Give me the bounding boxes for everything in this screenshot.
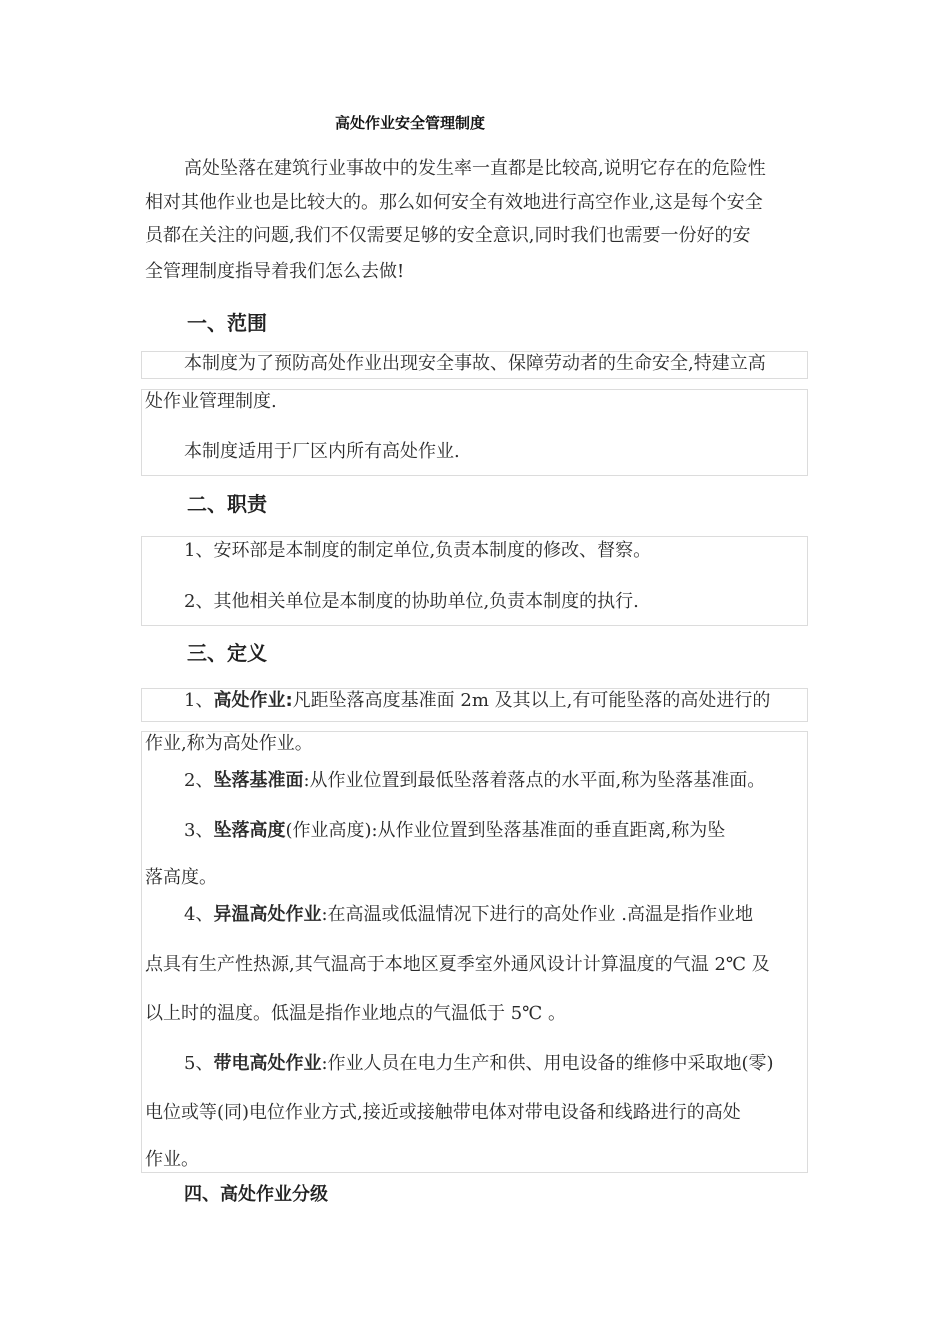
definition-5 — [184, 1055, 774, 1073]
definition-1-cont: 作业,称为高处作业。 — [145, 733, 313, 754]
definition-term: 坠落高度 — [213, 820, 286, 841]
intro-line-2: 相对其他作业也是比较大的。那么如何安全有效地进行高空作业,这是每个安全 — [145, 192, 763, 213]
section-heading-definitions: 三、定义 — [187, 641, 267, 665]
intro-line-1: 高处坠落在建筑行业事故中的发生率一直都是比较高,说明它存在的危险性 — [184, 158, 766, 179]
definition-4-cont-2: 以上时的温度。低温是指作业地点的气温低于 5℃ 。 — [145, 1003, 567, 1024]
definition-4 — [184, 906, 753, 924]
definition-2 — [184, 772, 765, 790]
section-heading-duties: 二、职责 — [187, 492, 267, 516]
definition-number: 3、 — [184, 820, 214, 841]
intro-line-3: 员都在关注的问题,我们不仅需要足够的安全意识,同时我们也需要一份好的安 — [145, 225, 751, 246]
definition-text: :在高温或低温情况下进行的高处作业 .高温是指作业地 — [321, 904, 753, 925]
definition-text: (作业高度):从作业位置到坠落基准面的垂直距离,称为坠 — [285, 820, 726, 841]
definition-number: 1、 — [184, 690, 214, 711]
definition-text: 凡距坠落高度基准面 2m 及其以上,有可能坠落的高处进行的 — [292, 690, 771, 711]
duty-item-1: 1、安环部是本制度的制定单位,负责本制度的修改、督察。 — [184, 540, 652, 561]
definition-term: 坠落基准面 — [213, 770, 304, 791]
definition-5-cont-1: 电位或等(同)电位作业方式,接近或接触带电体对带电设备和线路进行的高处 — [145, 1102, 741, 1123]
scope-line-1: 本制度为了预防高处作业出现安全事故、保障劳动者的生命安全,特建立高 — [184, 353, 766, 374]
definition-number: 2、 — [184, 770, 214, 791]
scope-line-2: 处作业管理制度. — [145, 391, 277, 412]
definition-term: 高处作业: — [213, 690, 293, 711]
scope-line-3: 本制度适用于厂区内所有高处作业. — [184, 441, 460, 462]
definition-term: 带电高处作业 — [213, 1053, 322, 1074]
section-heading-grading: 四、高处作业分级 — [184, 1184, 328, 1205]
duty-item-2: 2、其他相关单位是本制度的协助单位,负责本制度的执行. — [184, 591, 639, 612]
definition-4-cont-1: 点具有生产性热源,其气温高于本地区夏季室外通风设计计算温度的气温 2℃ 及 — [145, 954, 770, 975]
definition-5-cont-2: 作业。 — [145, 1149, 199, 1170]
definition-number: 4、 — [184, 904, 214, 925]
definition-1 — [184, 692, 770, 710]
definition-number: 5、 — [184, 1053, 214, 1074]
definition-text: :从作业位置到最低坠落着落点的水平面,称为坠落基准面。 — [303, 770, 766, 791]
intro-line-4: 全管理制度指导着我们怎么去做! — [145, 261, 405, 282]
page-title: 高处作业安全管理制度 — [334, 114, 485, 132]
definition-3 — [184, 822, 725, 840]
definition-3-cont: 落高度。 — [145, 867, 217, 888]
section-heading-scope: 一、范围 — [187, 311, 267, 335]
definition-term: 异温高处作业 — [213, 904, 322, 925]
definition-text: :作业人员在电力生产和供、用电设备的维修中采取地(零) — [321, 1053, 774, 1074]
